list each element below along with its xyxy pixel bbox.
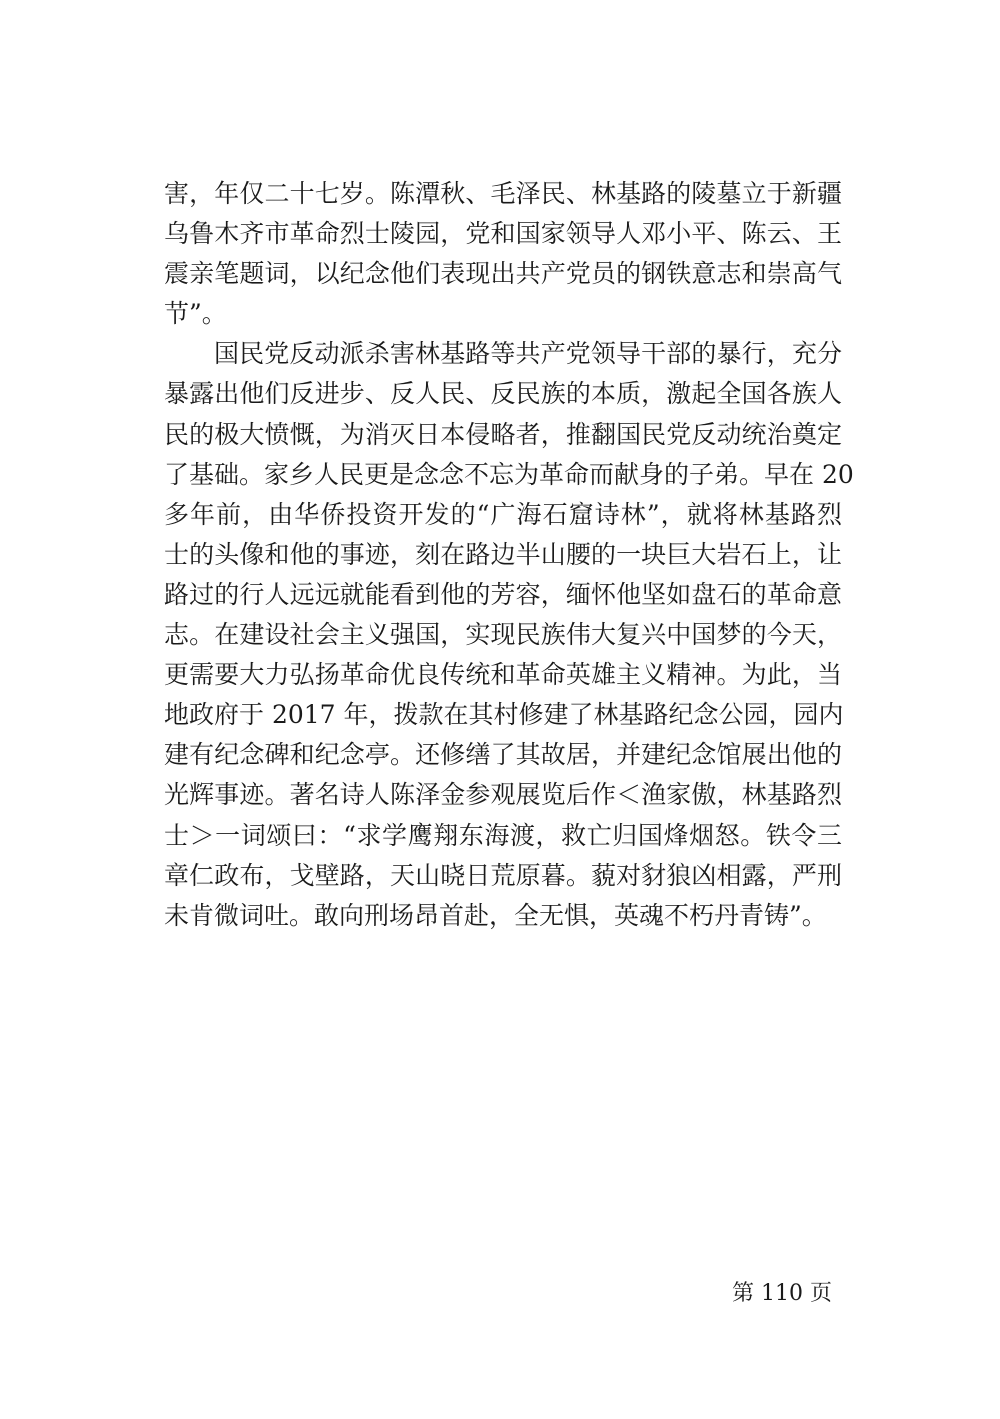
paragraph-line: 多年前，由华侨投资开发的“广海石窟诗林”，就将林基路烈 [164, 499, 842, 529]
paragraph-line: 国民党反动派杀害林基路等共产党领导干部的暴行，充分 [214, 339, 842, 369]
paragraph-line: 害，年仅二十七岁。陈潭秋、毛泽民、林基路的陵墓立于新疆 [164, 179, 842, 208]
paragraph-line: 建有纪念碑和纪念亭。还修缮了其故居，并建纪念馆展出他的 [164, 740, 842, 770]
paragraph-line: 士的头像和他的事迹，刻在路边半山腰的一块巨大岩石上，让 [164, 539, 842, 569]
paragraph-line: 震亲笔题词，以纪念他们表现出共产党员的钢铁意志和崇高气 [164, 259, 842, 289]
paragraph-line: 士＞一词颂曰：“求学鹰翔东海渡，救亡归国烽烟怒。铁令三 [164, 820, 842, 850]
paragraph-1 [164, 174, 842, 334]
paragraph-2 [164, 334, 854, 935]
paragraph-line: 地政府于 2017 年，拨款在其村修建了林基路纪念公园，园内 [164, 700, 844, 730]
paragraph-line: 更需要大力弘扬革命优良传统和革命英雄主义精神。为此，当 [164, 660, 842, 690]
paragraph-line: 路过的行人远远就能看到他的芳容，缅怀他坚如盘石的革命意 [164, 579, 842, 609]
page-number: 第 110 页 [732, 1281, 832, 1306]
paragraph-line: 民的极大愤慨，为消灭日本侵略者，推翻国民党反动统治奠定 [164, 419, 842, 449]
paragraph-line: 章仁政布，戈壁路，天山晓日荒原暮。藐对豺狼凶相露，严刑 [164, 860, 842, 890]
paragraph-line: 节”。 [164, 299, 227, 329]
paragraph-line: 了基础。家乡人民更是念念不忘为革命而献身的子弟。早在 20 [164, 459, 854, 489]
paragraph-line: 暴露出他们反进步、反人民、反民族的本质，激起全国各族人 [164, 379, 842, 409]
paragraph-line: 光辉事迹。著名诗人陈泽金参观展览后作＜渔家傲，林基路烈 [164, 780, 842, 810]
paragraph-line: 未肯微词吐。敢向刑场昂首赴，全无惧，英魂不朽丹青铸”。 [164, 900, 827, 930]
paragraph-line: 乌鲁木齐市革命烈士陵园，党和国家领导人邓小平、陈云、王 [164, 219, 842, 249]
body-text [164, 174, 854, 936]
paragraph-line: 志。在建设社会主义强国，实现民族伟大复兴中国梦的今天， [164, 620, 842, 650]
